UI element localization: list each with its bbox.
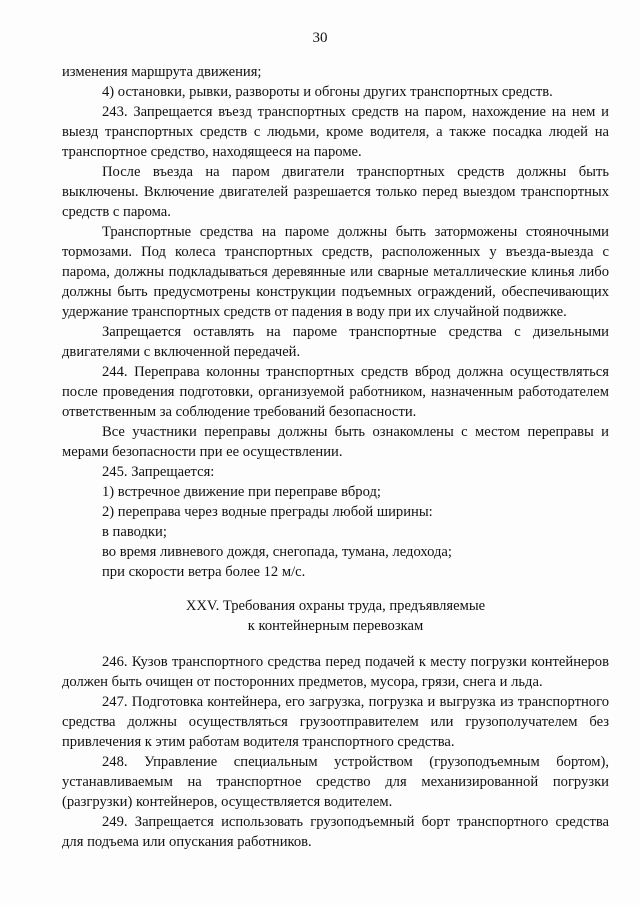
paragraph: 248. Управление специальным устройством (грузоподъемным бортом), устанавливаемым на транспортное средство для механизированной погрузки (разгрузки) контейнеров, осуществляется водителем.: [62, 754, 609, 810]
paragraph: Транспортные средства на пароме должны быть заторможены стояночными тормозами. Под колеса транспортных средств, расположенных у въезда-выезда с парома, должны подкладываться деревянные или сварные металлические клинья либо должны быть предусмотрены конструкции подъемных ограждений, обеспечивающих удержание транспортных средств от падения в воду при их случайной подвижке.: [62, 224, 609, 320]
paragraph: После въезда на паром двигатели транспортных средств должны быть выключены. Включение двигателей разрешается только перед выездом транспортных средств с парома.: [62, 164, 609, 220]
paragraph: 244. Переправа колонны транспортных средств вброд должна осуществляться после проведения подготовки, организуемой работником, назначенным работодателем ответственным за соблюдение требований безопасности.: [62, 364, 609, 420]
paragraph: Все участники переправы должны быть ознакомлены с местом переправы и мерами безопасности при ее осуществлении.: [62, 424, 609, 460]
paragraph: в паводки;: [102, 524, 167, 540]
paragraphs-before-heading: [62, 62, 609, 582]
document-body: [62, 62, 609, 852]
paragraph: 246. Кузов транспортного средства перед подачей к месту погрузки контейнеров должен быть очищен от посторонних предметов, мусора, грязи, снега и льда.: [62, 654, 609, 690]
section-heading: [62, 596, 609, 636]
section-heading-line-1: XXV. Требования охраны труда, предъявляемые: [185, 598, 486, 614]
paragraph: 245. Запрещается:: [102, 464, 215, 480]
paragraph: 1) встречное движение при переправе вброд;: [102, 484, 381, 500]
paragraph: 2) переправа через водные преграды любой ширины:: [102, 504, 433, 520]
page-number: 30: [312, 30, 328, 46]
section-heading-line-2: к контейнерным перевозкам: [247, 618, 424, 634]
paragraph: изменения маршрута движения;: [62, 64, 262, 80]
paragraph: 249. Запрещается использовать грузоподъемный борт транспортного средства для подъема или опускания работников.: [62, 814, 609, 850]
paragraph: во время ливневого дождя, снегопада, тумана, ледохода;: [102, 544, 452, 560]
paragraph: при скорости ветра более 12 м/с.: [102, 564, 306, 580]
paragraph: Запрещается оставлять на пароме транспортные средства с дизельными двигателями с включенной передачей.: [62, 324, 609, 360]
paragraph: 247. Подготовка контейнера, его загрузка, погрузка и выгрузка из транспортного средства должны осуществляться грузоотправителем или грузополучателем без привлечения к этим работам водителя транспортного средства.: [62, 694, 609, 750]
paragraph: 4) остановки, рывки, развороты и обгоны других транспортных средств.: [102, 84, 553, 100]
paragraph: 243. Запрещается въезд транспортных средств на паром, нахождение на нем и выезд транспортных средств с людьми, кроме водителя, а также посадка людей на транспортное средство, находящееся на пароме.: [62, 104, 609, 160]
paragraphs-after-heading: [62, 652, 609, 852]
